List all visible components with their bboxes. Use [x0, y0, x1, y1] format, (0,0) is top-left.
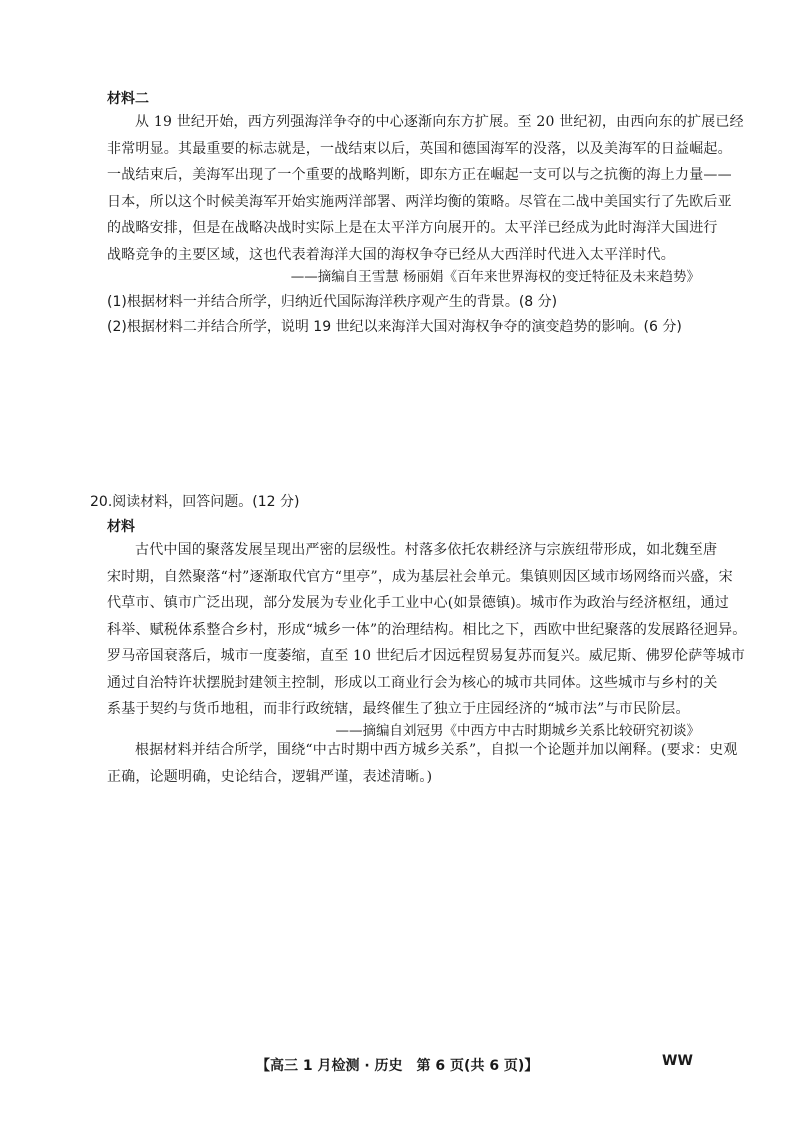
material2-heading: 材料二 — [107, 91, 149, 107]
q20-line: 古代中国的聚落发展呈现出严密的层级性。村落多依托农耕经济与宗族纽带形成，如北魏至唐 — [135, 542, 718, 558]
material2-line: 一战结束后，美海军出现了一个重要的战略判断，即东方正在崛起一支可以与之抗衡的海上力量—— — [107, 167, 732, 183]
footer-code: WW — [662, 1053, 693, 1069]
question-2: (2)根据材料二并结合所学，说明 19 世纪以来海洋大国对海权争夺的演变趋势的影响。(6 分) — [107, 319, 682, 335]
material2-source: ——摘编自王雪慧 杨丽娟《百年来世界海权的变迁特征及未来趋势》 — [290, 269, 700, 285]
q20-prompt-line: 正确，论题明确，史论结合，逻辑严谨，表述清晰。) — [107, 768, 433, 785]
page-footer: 【高三 1 月检测 · 历史 第 6 页(共 6 页)】 — [256, 1058, 539, 1074]
material2-line: 的战略安排，但是在战略决战时实际上是在太平洋方向展开的。太平洋已经成为此时海洋大国进行 — [107, 220, 718, 236]
q20-material-body — [107, 537, 747, 723]
q20-line: 罗马帝国衰落后，城市一度萎缩，直至 10 世纪后才因远程贸易复苏而复兴。威尼斯、佛罗伦萨等城市 — [107, 648, 746, 664]
material2-line: 战略竞争的主要区域，这也代表着海洋大国的海权争夺已经从大西洋时代进入太平洋时代。 — [107, 246, 675, 263]
q20-line: 代草市、镇市广泛出现，部分发展为专业化手工业中心(如景德镇)。城市作为政治与经济枢纽，通过 — [107, 595, 729, 611]
q20-line: 通过自治特许状摆脱封建领主控制，形成以工商业行会为核心的城市共同体。这些城市与乡村的关 — [107, 674, 718, 691]
q20-prompt — [107, 737, 738, 790]
material2-body — [107, 109, 744, 268]
material2-line: 从 19 世纪开始，西方列强海洋争夺的中心逐渐向东方扩展。至 20 世纪初，由西向东的扩展已经 — [135, 114, 744, 130]
material2-line: 日本，所以这个时候美海军开始实施两洋部署、两洋均衡的策略。尽管在二战中美国实行了先欧后亚 — [107, 193, 732, 210]
q20-line: 宋时期，自然聚落“村”逐渐取代官方“里亭”，成为基层社会单元。集镇则因区域市场网络而兴盛，宋 — [107, 568, 733, 585]
material2-line: 非常明显。其最重要的标志就是，一战结束以后，英国和德国海军的没落，以及美海军的日益崛起。 — [107, 140, 732, 157]
question-1: (1)根据材料一并结合所学，归纳近代国际海洋秩序观产生的背景。(8 分) — [107, 294, 558, 310]
q20-prompt-line: 根据材料并结合所学，围绕“中古时期中西方城乡关系”，自拟一个论题并加以阐释。(要求：史观 — [135, 742, 738, 758]
question-20-title: 20.阅读材料，回答问题。(12 分) — [90, 494, 300, 510]
q20-line: 科举、赋税体系整合乡村，形成“城乡一体”的治理结构。相比之下，西欧中世纪聚落的发展路径迥异。 — [107, 621, 747, 638]
q20-material-heading: 材料 — [107, 519, 135, 535]
q20-source: ——摘编自刘冠男《中西方中古时期城乡关系比较研究初谈》 — [335, 723, 700, 739]
q20-line: 系基于契约与货币地租，而非行政统辖，最终催生了独立于庄园经济的“城市法”与市民阶层。 — [107, 701, 690, 717]
